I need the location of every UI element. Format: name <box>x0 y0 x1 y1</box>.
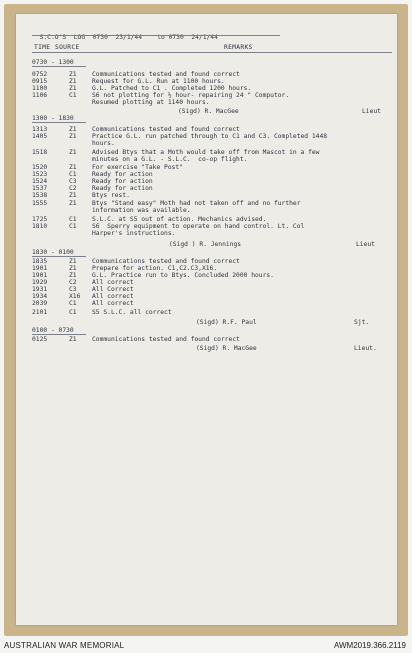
entry-time: 1524 <box>32 178 48 185</box>
entry-time: 1313 <box>32 126 48 133</box>
log-label: LOG <box>73 34 86 41</box>
log-entry <box>32 216 392 223</box>
log-header <box>32 27 218 41</box>
entry-source: Z1 <box>69 336 77 343</box>
entry-time: 1538 <box>32 192 48 199</box>
entry-time: 1934 <box>32 293 48 300</box>
column-header-source: SOURCE <box>55 44 80 51</box>
period-heading: 0730 - 1300 <box>32 59 74 66</box>
column-header-remarks: REMARKS <box>224 44 253 51</box>
entry-remarks: Ready for action <box>92 171 153 178</box>
log-entry <box>32 140 392 147</box>
entry-time: 1106 <box>32 92 48 99</box>
log-entry <box>32 178 392 185</box>
entry-time: 1523 <box>32 171 48 178</box>
log-entry <box>32 336 392 343</box>
entry-remarks: All correct <box>92 279 134 286</box>
log-entry <box>32 126 392 133</box>
footer-accession-number: AWM2019.366.2119 <box>333 641 406 650</box>
entry-source: Z1 <box>69 133 77 140</box>
entry-remarks: Request for G.L. Run at 1100 hours. <box>92 78 225 85</box>
entry-remarks: Resumed plotting at 1140 hours. <box>92 99 210 106</box>
footer-institution: AUSTRALIAN WAR MEMORIAL <box>4 641 125 650</box>
entry-time: 1520 <box>32 164 48 171</box>
signature-line: (Sigd) R.F. Paul <box>196 319 257 326</box>
entry-remarks: Communications tested and found correct <box>92 71 240 78</box>
entry-remarks: Ready for action <box>92 178 153 185</box>
log-entry <box>32 309 392 316</box>
from-date: 23/1/44 <box>115 34 143 41</box>
entry-source: C2 <box>69 185 77 192</box>
entry-time: 2101 <box>32 309 48 316</box>
entry-source: Z1 <box>69 272 77 279</box>
entry-remarks: Communications tested and found correct <box>92 126 240 133</box>
log-title: S.C.O'S <box>39 34 67 41</box>
entry-source: C1 <box>69 92 77 99</box>
from-time: 0730 <box>92 34 108 41</box>
period-heading: 0100 - 0730 <box>32 327 74 334</box>
entry-source: Z1 <box>69 78 77 85</box>
log-entry <box>32 164 392 171</box>
log-entry <box>32 133 392 140</box>
log-entry <box>32 207 392 214</box>
log-entry <box>32 99 392 106</box>
entry-time: 1929 <box>32 279 48 286</box>
entry-remarks: Harper's instructions. <box>92 230 176 237</box>
signature-rank: Lieut <box>356 241 375 248</box>
entry-source: Z1 <box>69 126 77 133</box>
entry-remarks: Prepare for action. C1,C2.C3,X16. <box>92 265 218 272</box>
entry-remarks: Btys "Stand easy" Moth had not taken off and no further <box>92 200 301 207</box>
entry-source: Z1 <box>69 192 77 199</box>
entry-source: Z1 <box>69 265 77 272</box>
log-entry <box>32 272 392 279</box>
entry-source: C1 <box>69 300 77 307</box>
footer <box>0 640 412 653</box>
entry-source: C1 <box>69 216 77 223</box>
entry-time: 1518 <box>32 149 48 156</box>
entry-remarks: For exercise "Take Post" <box>92 164 183 171</box>
entry-remarks: All correct <box>92 300 134 307</box>
log-entry <box>32 200 392 207</box>
signature-line: (Sigd) R. MacGee <box>196 345 257 352</box>
log-entry <box>32 265 392 272</box>
period-heading: 1830 - 0100 <box>32 249 74 256</box>
log-entry <box>32 149 392 156</box>
entry-remarks: G.L. Patched to C1 . Completed 1200 hours. <box>92 85 252 92</box>
log-entry <box>32 300 392 307</box>
entry-remarks: information was available. <box>92 207 191 214</box>
entry-remarks: Practice G.L. run patched through to C1 and C3. Completed 1448 <box>92 133 328 140</box>
period-underline <box>32 334 86 335</box>
log-entry <box>32 78 392 85</box>
log-entry <box>32 192 392 199</box>
period-heading: 1300 - 1830 <box>32 115 74 122</box>
entry-remarks: S6 Sperry equipment to operate on hand control. Lt. Col <box>92 223 305 230</box>
entry-remarks: G.L. Practice run to Btys. Concluded 2000 hours. <box>92 272 274 279</box>
log-entry <box>32 230 392 237</box>
log-entry <box>32 279 392 286</box>
signature-line: (Sigd) R. MacGee <box>178 108 239 115</box>
entry-time: 1835 <box>32 258 48 265</box>
entry-source: C1 <box>69 223 77 230</box>
entry-time: 2039 <box>32 300 48 307</box>
entry-remarks: Communications tested and found correct <box>92 336 240 343</box>
signature-rank: Sjt. <box>354 319 370 326</box>
entry-source: C1 <box>69 171 77 178</box>
entry-source: Z1 <box>69 71 77 78</box>
entry-source: Z1 <box>69 85 77 92</box>
entry-remarks: Advised Btys that a Moth would take off from Mascot in a few <box>92 149 320 156</box>
entry-time: 1405 <box>32 133 48 140</box>
signature-rank: Lieut <box>362 108 381 115</box>
entry-remarks: Btys rest. <box>92 192 130 199</box>
entry-time: 1901 <box>32 272 48 279</box>
entry-source: Z1 <box>69 200 77 207</box>
entry-remarks: All correct <box>92 293 134 300</box>
to-label: to <box>157 34 165 41</box>
log-entry <box>32 223 392 230</box>
log-entry <box>32 92 392 99</box>
entry-time: 1810 <box>32 223 48 230</box>
entry-time: 0915 <box>32 78 48 85</box>
entry-source: C3 <box>69 178 77 185</box>
log-entry <box>32 156 392 163</box>
log-entry <box>32 71 392 78</box>
period-underline <box>32 66 86 67</box>
entry-remarks: Communications tested and found correct <box>92 258 240 265</box>
entry-remarks: S.L.C. at S5 out of action. Mechanics advised. <box>92 216 267 223</box>
log-entry <box>32 293 392 300</box>
entry-source: X16 <box>69 293 81 300</box>
log-entry <box>32 258 392 265</box>
entry-time: 1100 <box>32 85 48 92</box>
to-time: 0730 <box>168 34 184 41</box>
period-underline <box>32 256 86 257</box>
entry-source: C1 <box>69 309 77 316</box>
entry-remarks: minutes on a G.L. - S.L.C. co-op flight. <box>92 156 248 163</box>
entry-time: 1931 <box>32 286 48 293</box>
entry-time: 1901 <box>32 265 48 272</box>
entry-source: C3 <box>69 286 77 293</box>
signature-line: (Sigd ) R. Jennings <box>169 241 242 248</box>
entry-time: 0752 <box>32 71 48 78</box>
entry-remarks: S6 not plotting for ½ hour- repairing 24 " Computor. <box>92 92 290 99</box>
entry-time: 1555 <box>32 200 48 207</box>
entry-source: Z1 <box>69 164 77 171</box>
entry-source: Z1 <box>69 149 77 156</box>
entry-source: Z1 <box>69 258 77 265</box>
entry-time: 1537 <box>32 185 48 192</box>
entry-source: C2 <box>69 279 77 286</box>
entry-remarks: All Correct <box>92 286 134 293</box>
entry-remarks: Ready for action <box>92 185 153 192</box>
entry-time: 0125 <box>32 336 48 343</box>
log-entry <box>32 286 392 293</box>
entry-remarks: S5 S.L.C. all correct <box>92 309 172 316</box>
to-date: 24/1/44 <box>191 34 218 41</box>
log-entry <box>32 185 392 192</box>
period-underline <box>32 122 86 123</box>
header-rule-top <box>32 35 280 36</box>
log-entry <box>32 85 392 92</box>
entry-remarks: hours. <box>92 140 115 147</box>
entry-time: 1725 <box>32 216 48 223</box>
column-header-rule <box>32 52 392 53</box>
column-header-time: TIME <box>34 44 51 51</box>
signature-rank: Lieut. <box>354 345 377 352</box>
log-entry <box>32 171 392 178</box>
